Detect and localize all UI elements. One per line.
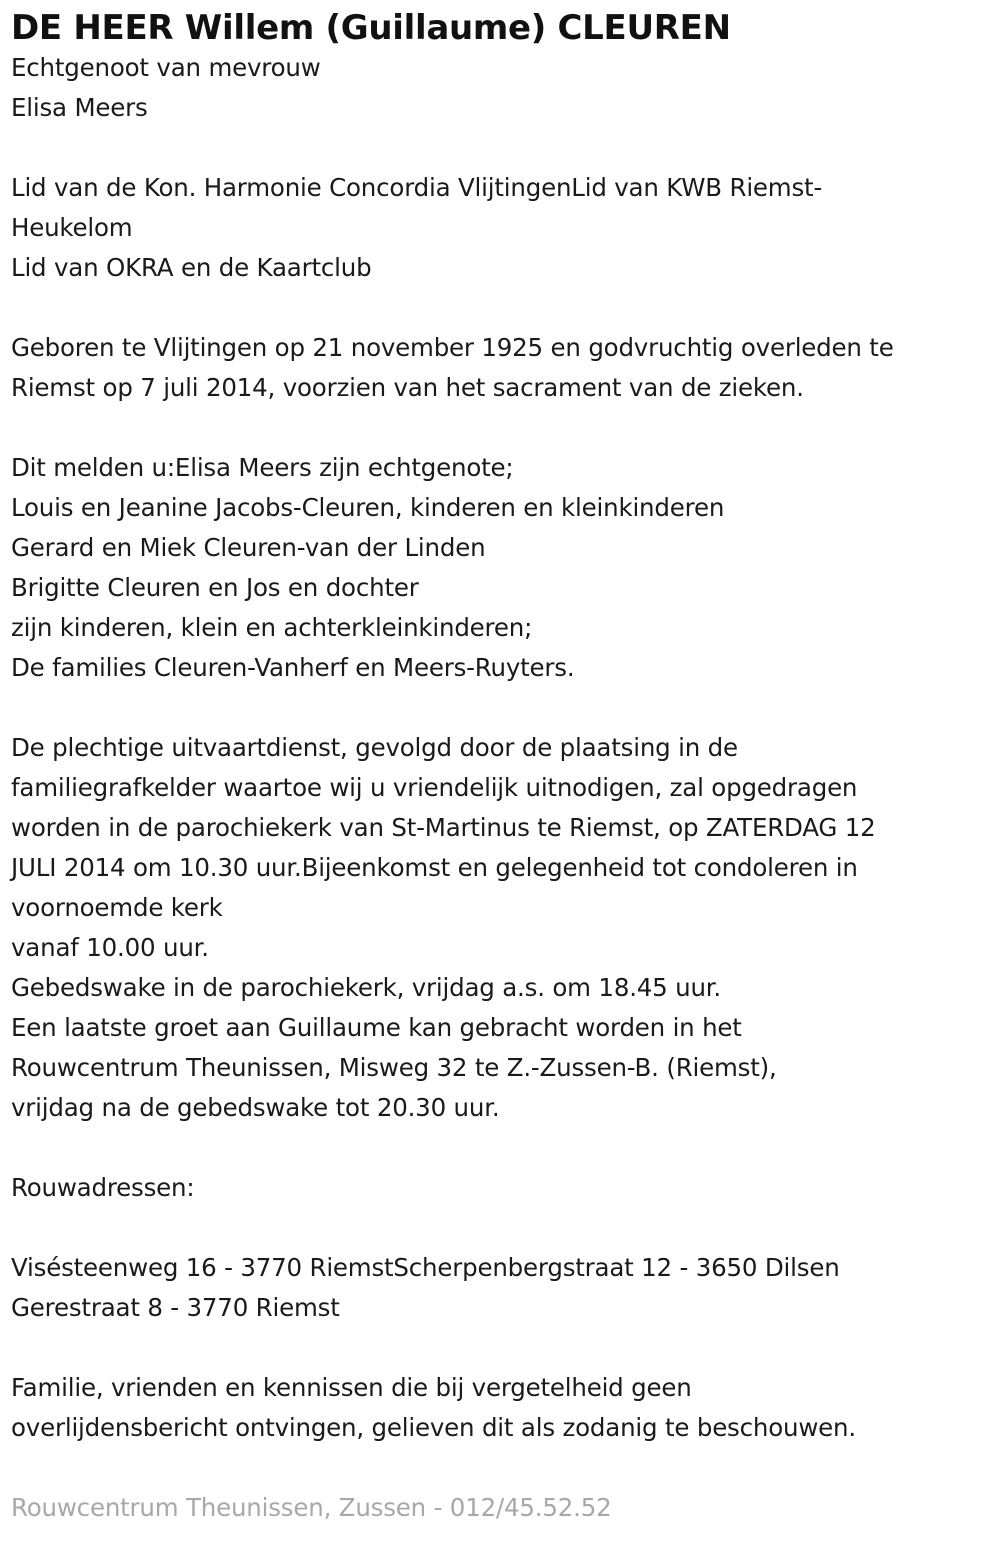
birth-death-line: Riemst op 7 juli 2014, voorzien van het sacrament van de zieken. [11,373,804,402]
announcers-section [11,448,991,688]
obituary-body [11,48,991,1528]
birth-death-section [11,328,991,408]
announcer-line: Dit melden u:Elisa Meers zijn echtgenote; [11,453,514,482]
service-line: De plechtige uitvaartdienst, gevolgd door de plaatsing in de [11,733,738,762]
closing-line: overlijdensbericht ontvingen, gelieven dit als zodanig te beschouwen. [11,1413,856,1442]
paragraph-gap [11,408,991,448]
paragraph-gap [11,128,991,168]
announcer-line: zijn kinderen, klein en achterkleinkinderen; [11,613,533,642]
spouse-section [11,48,991,128]
service-line: Rouwcentrum Theunissen, Misweg 32 te Z.-Zussen-B. (Riemst), [11,1053,777,1082]
membership-line: Heukelom [11,213,133,242]
paragraph-gap [11,1208,991,1248]
paragraph-gap [11,288,991,328]
service-line: familiegrafkelder waartoe wij u vriendelijk uitnodigen, zal opgedragen [11,773,858,802]
membership-line: Lid van OKRA en de Kaartclub [11,253,372,282]
service-line: JULI 2014 om 10.30 uur.Bijeenkomst en gelegenheid tot condoleren in [11,853,858,882]
announcer-line: Brigitte Cleuren en Jos en dochter [11,573,419,602]
closing-line: Familie, vrienden en kennissen die bij vergetelheid geen [11,1373,692,1402]
address-line: Visésteenweg 16 - 3770 RiemstScherpenbergstraat 12 - 3650 Dilsen [11,1253,840,1282]
service-line: voornoemde kerk [11,893,223,922]
announcer-line: Louis en Jeanine Jacobs-Cleuren, kinderen en kleinkinderen [11,493,725,522]
spouse-line: Echtgenoot van mevrouw [11,53,321,82]
announcer-line: Gerard en Miek Cleuren-van der Linden [11,533,486,562]
paragraph-gap [11,688,991,728]
service-line: Een laatste groet aan Guillaume kan gebracht worden in het [11,1013,742,1042]
funeral-home-footer: Rouwcentrum Theunissen, Zussen - 012/45.52.52 [11,1493,612,1522]
membership-line: Lid van de Kon. Harmonie Concordia VlijtingenLid van KWB Riemst- [11,173,823,202]
closing-section [11,1368,991,1448]
obituary-notice [11,0,991,1528]
address-line: Gerestraat 8 - 3770 Riemst [11,1293,340,1322]
spouse-line: Elisa Meers [11,93,148,122]
deceased-name-title: DE HEER Willem (Guillaume) CLEUREN [11,8,731,48]
announcer-line: De families Cleuren-Vanherf en Meers-Ruyters. [11,653,575,682]
service-section [11,728,991,1128]
memberships-section [11,168,991,288]
addresses-heading: Rouwadressen: [11,1173,195,1202]
addresses-section [11,1248,991,1328]
service-line: vanaf 10.00 uur. [11,933,209,962]
service-line: vrijdag na de gebedswake tot 20.30 uur. [11,1093,500,1122]
service-line: worden in de parochiekerk van St-Martinus te Riemst, op ZATERDAG 12 [11,813,876,842]
service-line: Gebedswake in de parochiekerk, vrijdag a.s. om 18.45 uur. [11,973,722,1002]
paragraph-gap [11,1128,991,1168]
paragraph-gap [11,1328,991,1368]
paragraph-gap [11,1448,991,1488]
birth-death-line: Geboren te Vlijtingen op 21 november 1925 en godvruchtig overleden te [11,333,894,362]
